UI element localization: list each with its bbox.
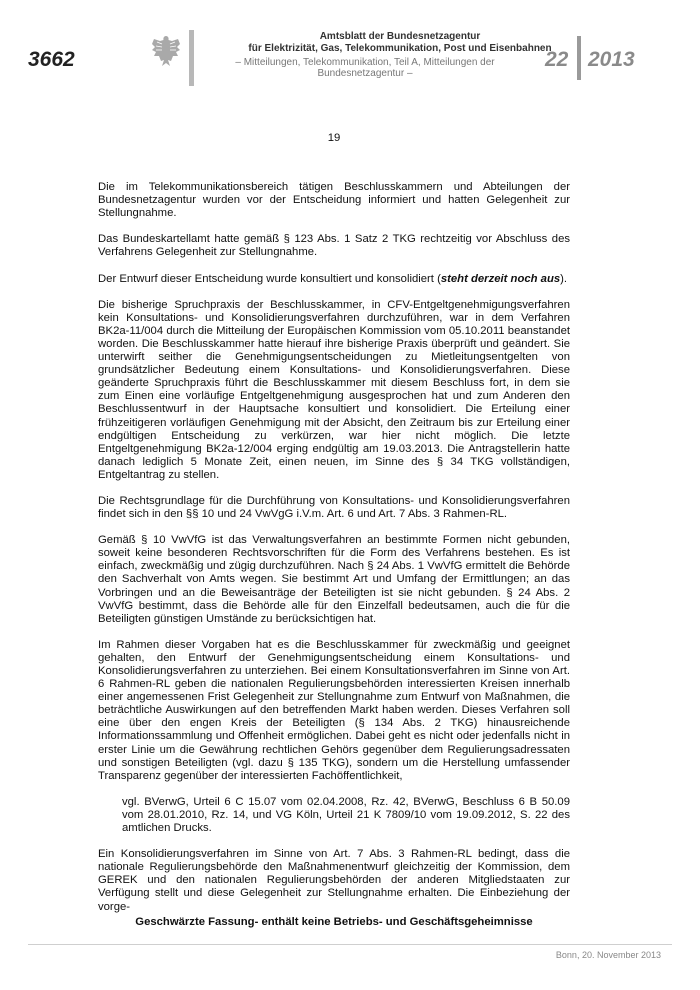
issue-year: 2013 [588,48,635,71]
publisher-title: Amtsblatt der Bundesnetzagentur [319,31,481,42]
publisher-subtitle: für Elektrizität, Gas, Telekommunikation, Post und Eisenbahnen [248,43,552,54]
header-divider [189,30,194,86]
paragraph-3-text: Der Entwurf dieser Entscheidung wurde konsultiert und konsolidiert ( [98,272,441,285]
footer-date: Bonn, 20. November 2013 [555,950,661,960]
footer-divider [28,944,672,945]
federal-eagle-icon [151,33,181,69]
document-body [98,132,570,929]
paragraph-4: Die bisherige Spruchpraxis der Beschlusskammer, in CFV-Entgeltgenehmigungsverfahren kein Konsultations- und Konsolidierungsverfahren durchzuführen, war in dem Verfahren BK2a-11/004 durch die Mitteilung der Europäischen Kommission vom 05.10.2011 beanstandet worden. Die Beschlusskammer hatte hierauf ihre bisherige Praxis überprüft und geändert. Sie unterwirft seither die Genehmigungsentscheidungen zu Mietleitungsentgelten von grundsätzlicher Bedeutung einem Konsultations- und Konsolidierungsverfahren. Diese geänderte Spruchpraxis führt die Beschlusskammer mit diesem Beschluss fort, in dem sie zum Einen eine vorläufige Entgeltgenehmigung ausgesprochen hat und zum Anderen den Beschlussentwurf in der Hauptsache konsultiert und konsolidiert. Die Erteilung einer frühzeitigeren vorläufigen Genehmigung mit der Absicht, den Zeitraum bis zur Erteilung einer endgültigen Entscheidung zu verkürzen, war hier nicht möglich. Die letzte Entgeltgenehmigung BK2a-12/004 erging endgültig am 19.03.2013. Die Antragstellerin hatte danach lediglich 5 Monate Zeit, einen neuen, im Sinne des § 34 TKG vollständigen, Entgeltantrag zu stellen. [98,298,570,481]
paragraph-1: Die im Telekommunikationsbereich tätigen Beschlusskammern und Abteilungen der Bundesnetzagentur wurden vor der Entscheidung informiert und hatten Gelegenheit zur Stellungnahme. [98,181,570,220]
redaction-notice: Geschwärzte Fassung- enthält keine Betriebs- und Geschäftsgeheimnisse [135,915,533,928]
paragraph-3 [98,273,570,286]
paragraph-5: Die Rechtsgrundlage für die Durchführung von Konsultations- und Konsolidierungsverfahren findet sich in den §§ 10 und 24 VwVgG i.V.m. Art. 6 und Art. 7 Abs. 3 Rahmen-RL. [98,494,570,521]
citation-quote: vgl. BVerwG, Urteil 6 C 15.07 vom 02.04.2008, Rz. 42, BVerwG, Beschluss 6 B 50.09 vom 28.01.2010, Rz. 14, und VG Köln, Urteil 21 K 7809/10 vom 19.09.2012, S. 22 des amtlichen Drucks. [122,795,570,835]
paragraph-8: Ein Konsolidierungsverfahren im Sinne von Art. 7 Abs. 3 Rahmen-RL bedingt, dass die nationale Regulierungsbehörde den Maßnahmenentwurf gleichzeitig der Kommission, dem GEREK und den nationalen Regulierungsbehörden der anderen Mitgliedstaaten zur Verfügung stellt und diese Gelegenheit zur Stellungnahme erhalten. Die Einbeziehung der vorge- [98,848,570,913]
paragraph-3-emphasis: steht derzeit noch aus [440,272,561,285]
paragraph-6: Gemäß § 10 VwVfG ist das Verwaltungsverfahren an bestimmte Formen nicht gebunden, soweit keine besonderen Rechtsvorschriften für die Form des Verfahrens bestehen. Es ist einfach, zweckmäßig und zügig durchzuführen. Nach § 24 Abs. 1 VwVfG ermittelt die Behörde den Sachverhalt von Amts wegen. Sie bestimmt Art und Umfang der Ermittlungen; an das Vorbringen und an die Beweisanträge der Beteiligten ist sie nicht gebunden. § 24 Abs. 2 VwVfG bestimmt, dass die Behörde alle für den Einzelfall bedeutsamen, auch die für die Beteiligten günstigen Umstände zu berücksichtigen hat. [98,534,570,625]
paragraph-3-end: ). [560,272,568,285]
page-number: 3662 [28,48,75,71]
issue-number: 22 [545,48,569,71]
issue-divider [577,36,581,80]
section-line: – Mitteilungen, Telekommunikation, Teil A, Mitteilungen der Bundesnetzagentur – [235,57,495,79]
subpage-number: 19 [327,132,341,144]
paragraph-7: Im Rahmen dieser Vorgaben hat es die Beschlusskammer für zweckmäßig und geeignet gehalten, den Entwurf der Genehmigungsentscheidung einem Konsultations- und Konsolidierungsverfahren zu unterziehen. Bei einem Konsultationsverfahren im Sinne von Art. 6 Rahmen-RL geben die nationalen Regulierungsbehörden interessierten Kreisen innerhalb einer angemessenen Frist Gelegenheit zur Stellungnahme zum Entwurf von Maßnahmen, die beträchtliche Auswirkungen auf den betreffenden Markt haben werden. Dieses Verfahren soll eine über den engen Kreis der Beteiligten (§ 134 Abs. 2 TKG) hinausreichende Informationssammlung und Offenheit ermöglichen. Dabei geht es nicht oder jedenfalls nicht in erster Linie um die Gewährung rechtlichen Gehörs gegenüber dem Regulierungsadressaten und sonstigen Beteiligten (vgl. dazu § 135 TKG), sondern um die Herstellung umfassender Transparenz gegenüber der interessierten Fachöffentlichkeit, [98,638,570,782]
paragraph-2: Das Bundeskartellamt hatte gemäß § 123 Abs. 1 Satz 2 TKG rechtzeitig vor Abschluss des Verfahrens Gelegenheit zur Stellungnahme. [98,233,570,259]
